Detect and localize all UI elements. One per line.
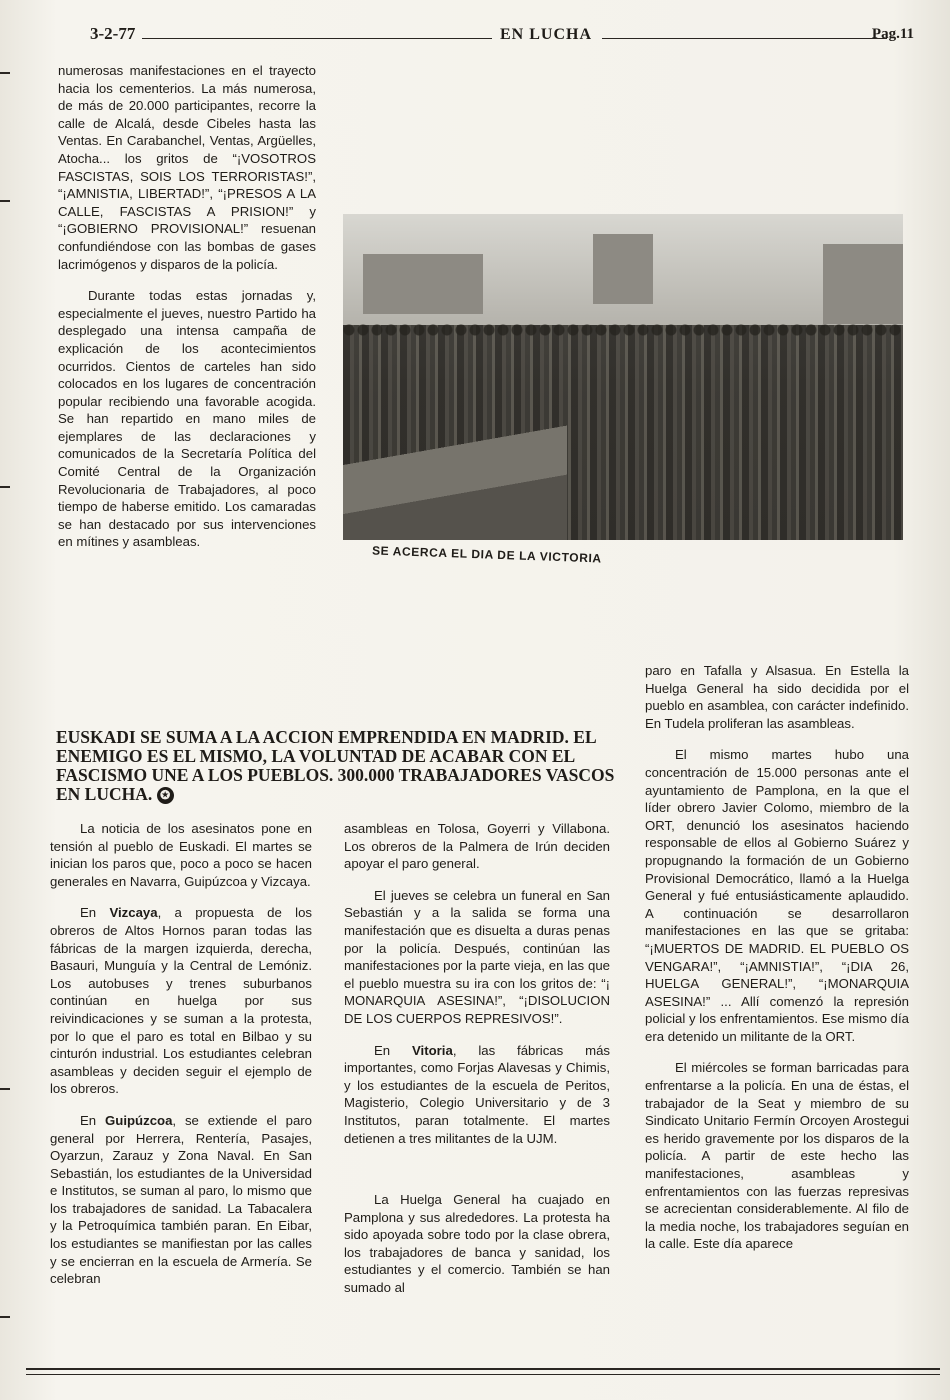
paragraph: En Vitoria, las fábricas más importantes, como Forjas Alavesas y Chimis, y los estudiantes de la escuela de Peritos, Magisterio, Colegio Universitario y de 3 Institutos, paran totalmente. El martes detienen a tres militantes de la UJM.	[344, 1042, 611, 1146]
paragraph: El mismo martes hubo una concentración de 15.000 personas ante el ayuntamiento de Pamplona, en la que el líder obrero Javier Colomo, miembro de la ORT, denunció los asesinatos haciendo responsable de ellos al Gobierno Suárez y propugnando la formación de un Gobierno Provisional Democrático, llamó a la Huelga General y fué entusiásticamente aplaudido. A continuación se desarrollaron manifestaciones en las que se gritaba: “¡MUERTOS DE MADRID. EL PUEBLO OS VENGARA!”, “¡AMNISTIA!”, “¡DIA 26, HUELGA GENERAL!”, “¡MONARQUIA ASESINA!” ... Allí comenzó la represión policial y los enfrentamientos. Ese mismo día era detenido un militante de la ORT.	[645, 747, 909, 1044]
publication-title: EN LUCHA	[500, 26, 593, 43]
margin-mark	[0, 200, 10, 202]
bleed-through-texture	[640, 70, 940, 210]
margin-mark	[0, 72, 10, 74]
issue-date: 3-2-77	[90, 24, 136, 43]
article-top-left-column	[58, 62, 316, 565]
place-name: Guipúzcoa	[105, 1112, 173, 1128]
photo-crowd-heads	[343, 318, 903, 348]
star-emblem-icon: ✪	[157, 787, 174, 804]
article-headline	[56, 728, 616, 804]
place-name: Vitoria	[412, 1042, 453, 1058]
page-header	[62, 24, 920, 50]
page-number: Pag.11	[871, 26, 914, 42]
headline-text: EUSKADI SE SUMA A LA ACCION EMPRENDIDA EN MADRID. EL ENEMIGO ES EL MISMO, LA VOLUNTAD DE ACABAR CON EL FASCISMO UNE A LOS PUEBLOS. 300.000 TRABAJADORES VASCOS EN LUCHA.	[56, 727, 615, 804]
photo-building	[823, 244, 903, 324]
photo-caption: SE ACERCA EL DIA DE LA VICTORIA	[371, 543, 602, 566]
paragraph: En Vizcaya, a propuesta de los obreros de Altos Hornos paran todas las fábricas de la margen izquierda, derecha, Basauri, Munguía y la Central de Lemóniz. Los autobuses y trenes suburbanos continúan en huelga por sus reivindicaciones y se suman a la protesta, por lo que el paro es total en Bilbao y su cinturón industrial. Los estudiantes celebran asambleas y deciden seguir el ejemplo de los obreros.	[50, 905, 312, 1097]
header-rule	[142, 38, 492, 39]
paragraph: numerosas manifestaciones en el trayecto hacia los cementerios. La más numerosa, de más de 20.000 participantes, recorre la calle de Alcalá, desde Cibeles hasta las Ventas. En Carabanchel, Ventas, Argüelles, Atocha... los gritos de “¡VOSOTROS FASCISTAS, SOIS LOS TERRORISTAS!”, “¡AMNISTIA, LIBERTAD!”, “¡PRESOS A LA CALLE, FASCISTAS A PRISION!” y “¡GOBIERNO PROVISIONAL!” resuenan confundiéndose con las bombas de gases lacrimógenos y disparos de la policía.	[58, 63, 316, 272]
photo-building	[363, 254, 483, 314]
footer-rule	[26, 1368, 940, 1370]
article-column-3	[645, 662, 909, 1267]
margin-mark	[0, 1316, 10, 1318]
place-name: Vizcaya	[109, 905, 158, 921]
photo-road	[343, 416, 567, 540]
margin-mark	[0, 486, 10, 488]
footer-rule	[26, 1374, 940, 1375]
margin-mark	[0, 1088, 10, 1090]
paragraph: La noticia de los asesinatos pone en tensión al pueblo de Euskadi. El martes se inician los paros que, poco a poco se hacen generales en Navarra, Guipúzcoa y Vizcaya.	[50, 821, 312, 889]
paragraph-text: , se extiende el paro general por Herrera, Rentería, Pasajes, Oyarzun, Zarauz y Zona Naval. En San Sebastián, los estudiantes de la Universidad e Institutos, se suman al paro, lo mismo que los trabajadores de sanidad. La Tabacalera y la Petroquímica también paran. En Eibar, los estudiantes se manifiestan por las calles y se encierran en la escuela de Armería. Se celebran	[50, 1112, 313, 1287]
article-column-1	[50, 820, 312, 1302]
paragraph-text: , a propuesta de los obreros de Altos Hornos paran todas las fábricas de la margen izquierda, derecha, Basauri, Munguía y la Central de Lemóniz. Los autobuses y trenes suburbanos continúan en huelga por sus reivindicaciones y se suman a la protesta, por lo que el paro es total en Bilbao y su cinturón industrial. Los estudiantes celebran asambleas y deciden seguir el ejemplo de los obreros.	[50, 905, 312, 1097]
crowd-photo	[343, 214, 903, 540]
header-rule	[602, 38, 887, 39]
paragraph: En Guipúzcoa, se extiende el paro general por Herrera, Rentería, Pasajes, Oyarzun, Zarauz y Zona Naval. En San Sebastián, los estudiantes de la Universidad e Institutos, se suman al paro, lo mismo que los trabajadores de sanidad. La Tabacalera y la Petroquímica también paran. En Eibar, los estudiantes se manifiestan por las calles y se encierran en la escuela de Armería. Se celebran	[50, 1112, 313, 1287]
article-column-2	[344, 820, 610, 1311]
paragraph: asambleas en Tolosa, Goyerri y Villabona. Los obreros de la Palmera de Irún deciden apoyar el paro general.	[344, 821, 610, 872]
paragraph: El miércoles se forman barricadas para enfrentarse a la policía. En una de éstas, el trabajador de la Seat y miembro de su Sindicato Unitario Fermín Orcoyen Arostegui es herido gravemente por los disparos de la policía. A partir de este hecho las manifestaciones, asambleas y enfrentamientos con las fuerzas represivas se acrecientan considerablemente. Al filo de la media noche, los trabajadores seguían en la calle. Este día aparece	[645, 1060, 909, 1252]
bleed-through-texture	[910, 540, 950, 920]
paragraph: La Huelga General ha cuajado en Pamplona y sus alrededores. La protesta ha sido apoyada sobre todo por la clase obrera, los trabajadores de banca y sanidad, los estudiantes y el comercio. También se han sumado al	[344, 1192, 610, 1296]
paragraph: paro en Tafalla y Alsasua. En Estella la Huelga General ha sido decidida por el pueblo en asamblea, con carácter indefinido. En Tudela proliferan las asambleas.	[645, 663, 909, 731]
paragraph-text: , las fábricas más importantes, como Forjas Alavesas y Chimis, y los estudiantes de la escuela de Peritos, Magisterio, Colegio Universitario y de 3 Institutos, paran totalmente. El martes detienen a tres militantes de la UJM.	[344, 1042, 611, 1146]
paragraph: Durante todas estas jornadas y, especialmente el jueves, nuestro Partido ha desplegado una intensa campaña de explicación de los acontecimientos ocurridos. Cientos de carteles han sido colocados en los lugares de concentración popular recibiendo una favorable acogida. Se han repartido en mano miles de ejemplares de las declaraciones y comunicados de la Secretaría Política del Comité Central de la Organización Revolucionaria de Trabajadores, al poco tiempo de haberse emitido. Los camaradas se han destacado por sus intervenciones en mítines y asambleas.	[58, 288, 316, 550]
paragraph: El jueves se celebra un funeral en San Sebastián y a la salida se forma una manifestación que es disuelta a duras penas por la policía. Después, continúan las manifestaciones por la parte vieja, en las que el pueblo muestra su ira con los gritos de: “¡ MONARQUIA ASESINA!”, “¡DISOLUCION DE LOS CUERPOS REPRESIVOS!”.	[344, 887, 610, 1026]
photo-building	[593, 234, 653, 304]
